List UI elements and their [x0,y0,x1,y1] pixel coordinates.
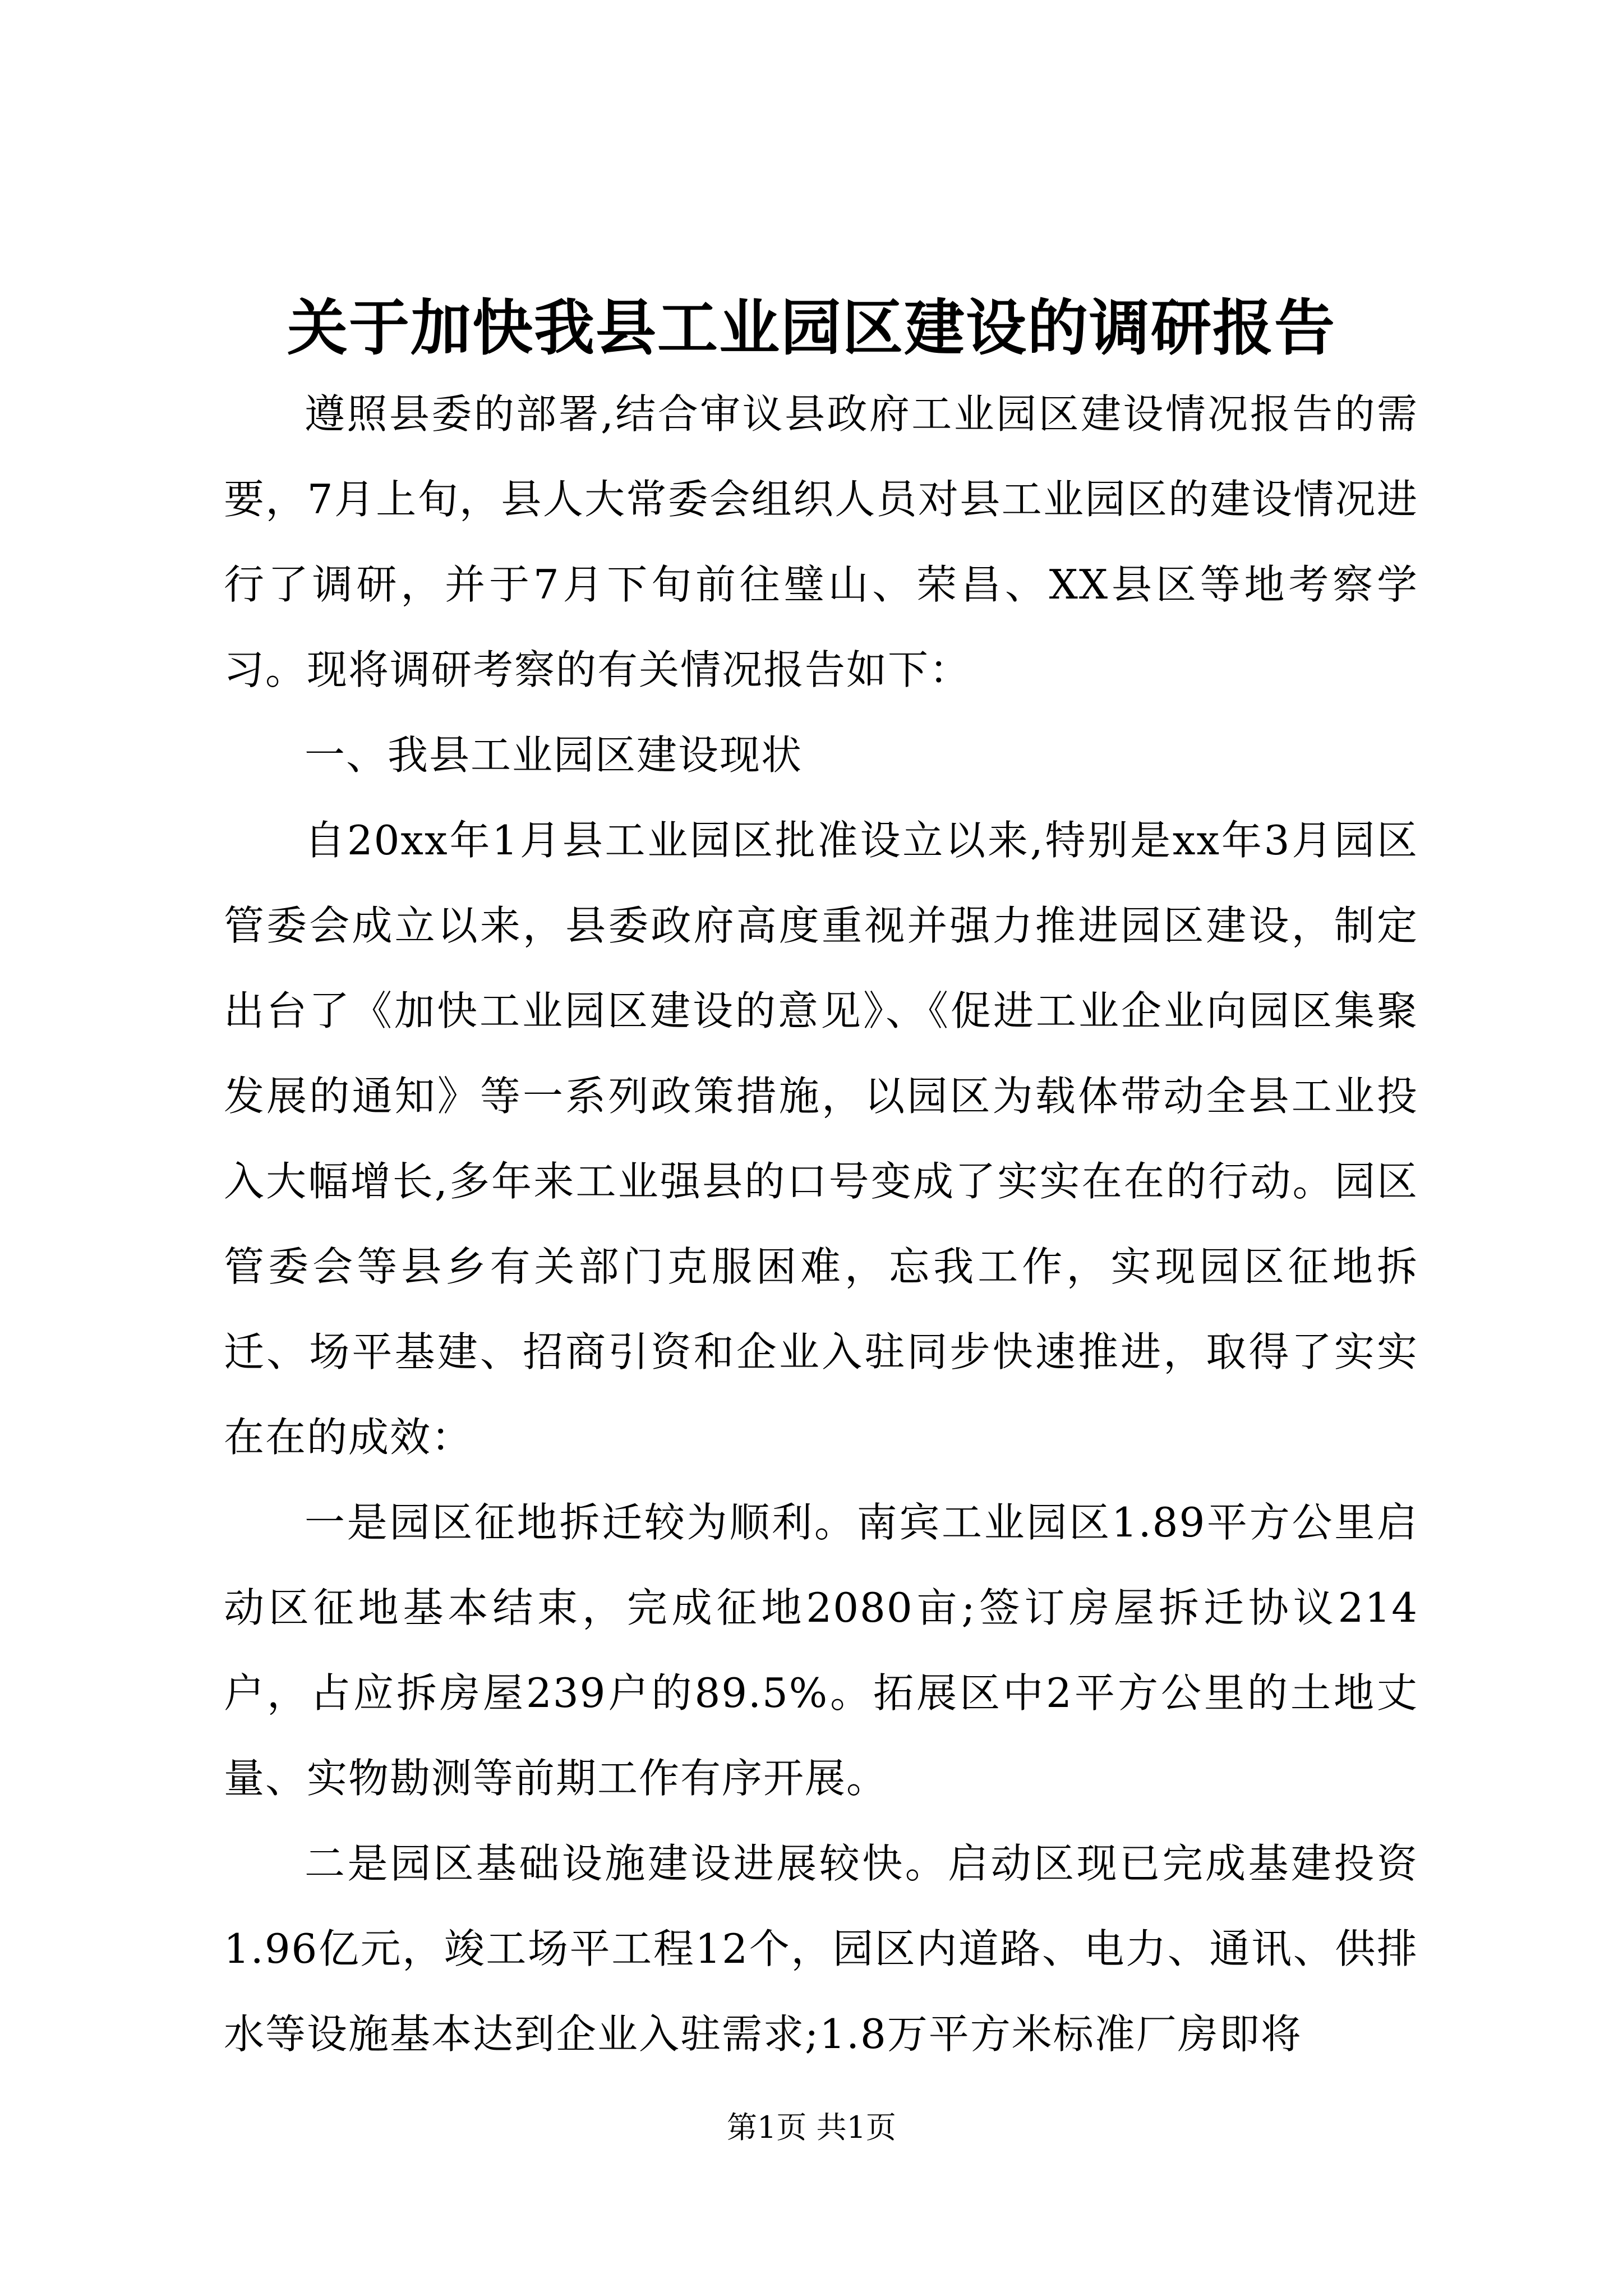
infrastructure-paragraph: 二是园区基础设施建设进展较快。启动区现已完成基建投资1.96亿元，竣工场平工程12个，园区内道路、电力、通讯、供排水等设施基本达到企业入驻需求;1.8万平方米标准厂房即将 [224,1840,1418,2058]
document-body [224,371,1418,2077]
page-number-footer: 第1页 共1页 [727,2110,896,2145]
section-heading: 一、我县工业园区建设现状 [305,731,803,779]
status-paragraph: 自20xx年1月县工业园区批准设立以来,特别是xx年3月园区管委会成立以来，县委政府高度重视并强力推进园区建设，制定出台了《加快工业园区建设的意见》、《促进工业企业向园区集聚发展的通知》等一系列政策措施，以园区为载体带动全县工业投入大幅增长,多年来工业强县的口号变成了实实在在的行动。园区管委会等县乡有关部门克服困难，忘我工作，实现园区征地拆迁、场平基建、招商引资和企业入驻同步快速推进，取得了实实在在的成效： [224,817,1418,1461]
intro-paragraph: 遵照县委的部署,结合审议县政府工业园区建设情况报告的需要，7月上旬，县人大常委会组织人员对县工业园区的建设情况进行了调研，并于7月下旬前往璧山、荣昌、XX县区等地考察学习。现将调研考察的有关情况报告如下： [224,390,1418,693]
land-acquisition-paragraph: 一是园区征地拆迁较为顺利。南宾工业园区1.89平方公里启动区征地基本结束，完成征地2080亩;签订房屋拆迁协议214户，占应拆房屋239户的89.5%。拓展区中2平方公里的土地丈量、实物勘测等前期工作有序开展。 [224,1499,1418,1802]
document-title: 关于加快我县工业园区建设的调研报告 [287,293,1336,364]
